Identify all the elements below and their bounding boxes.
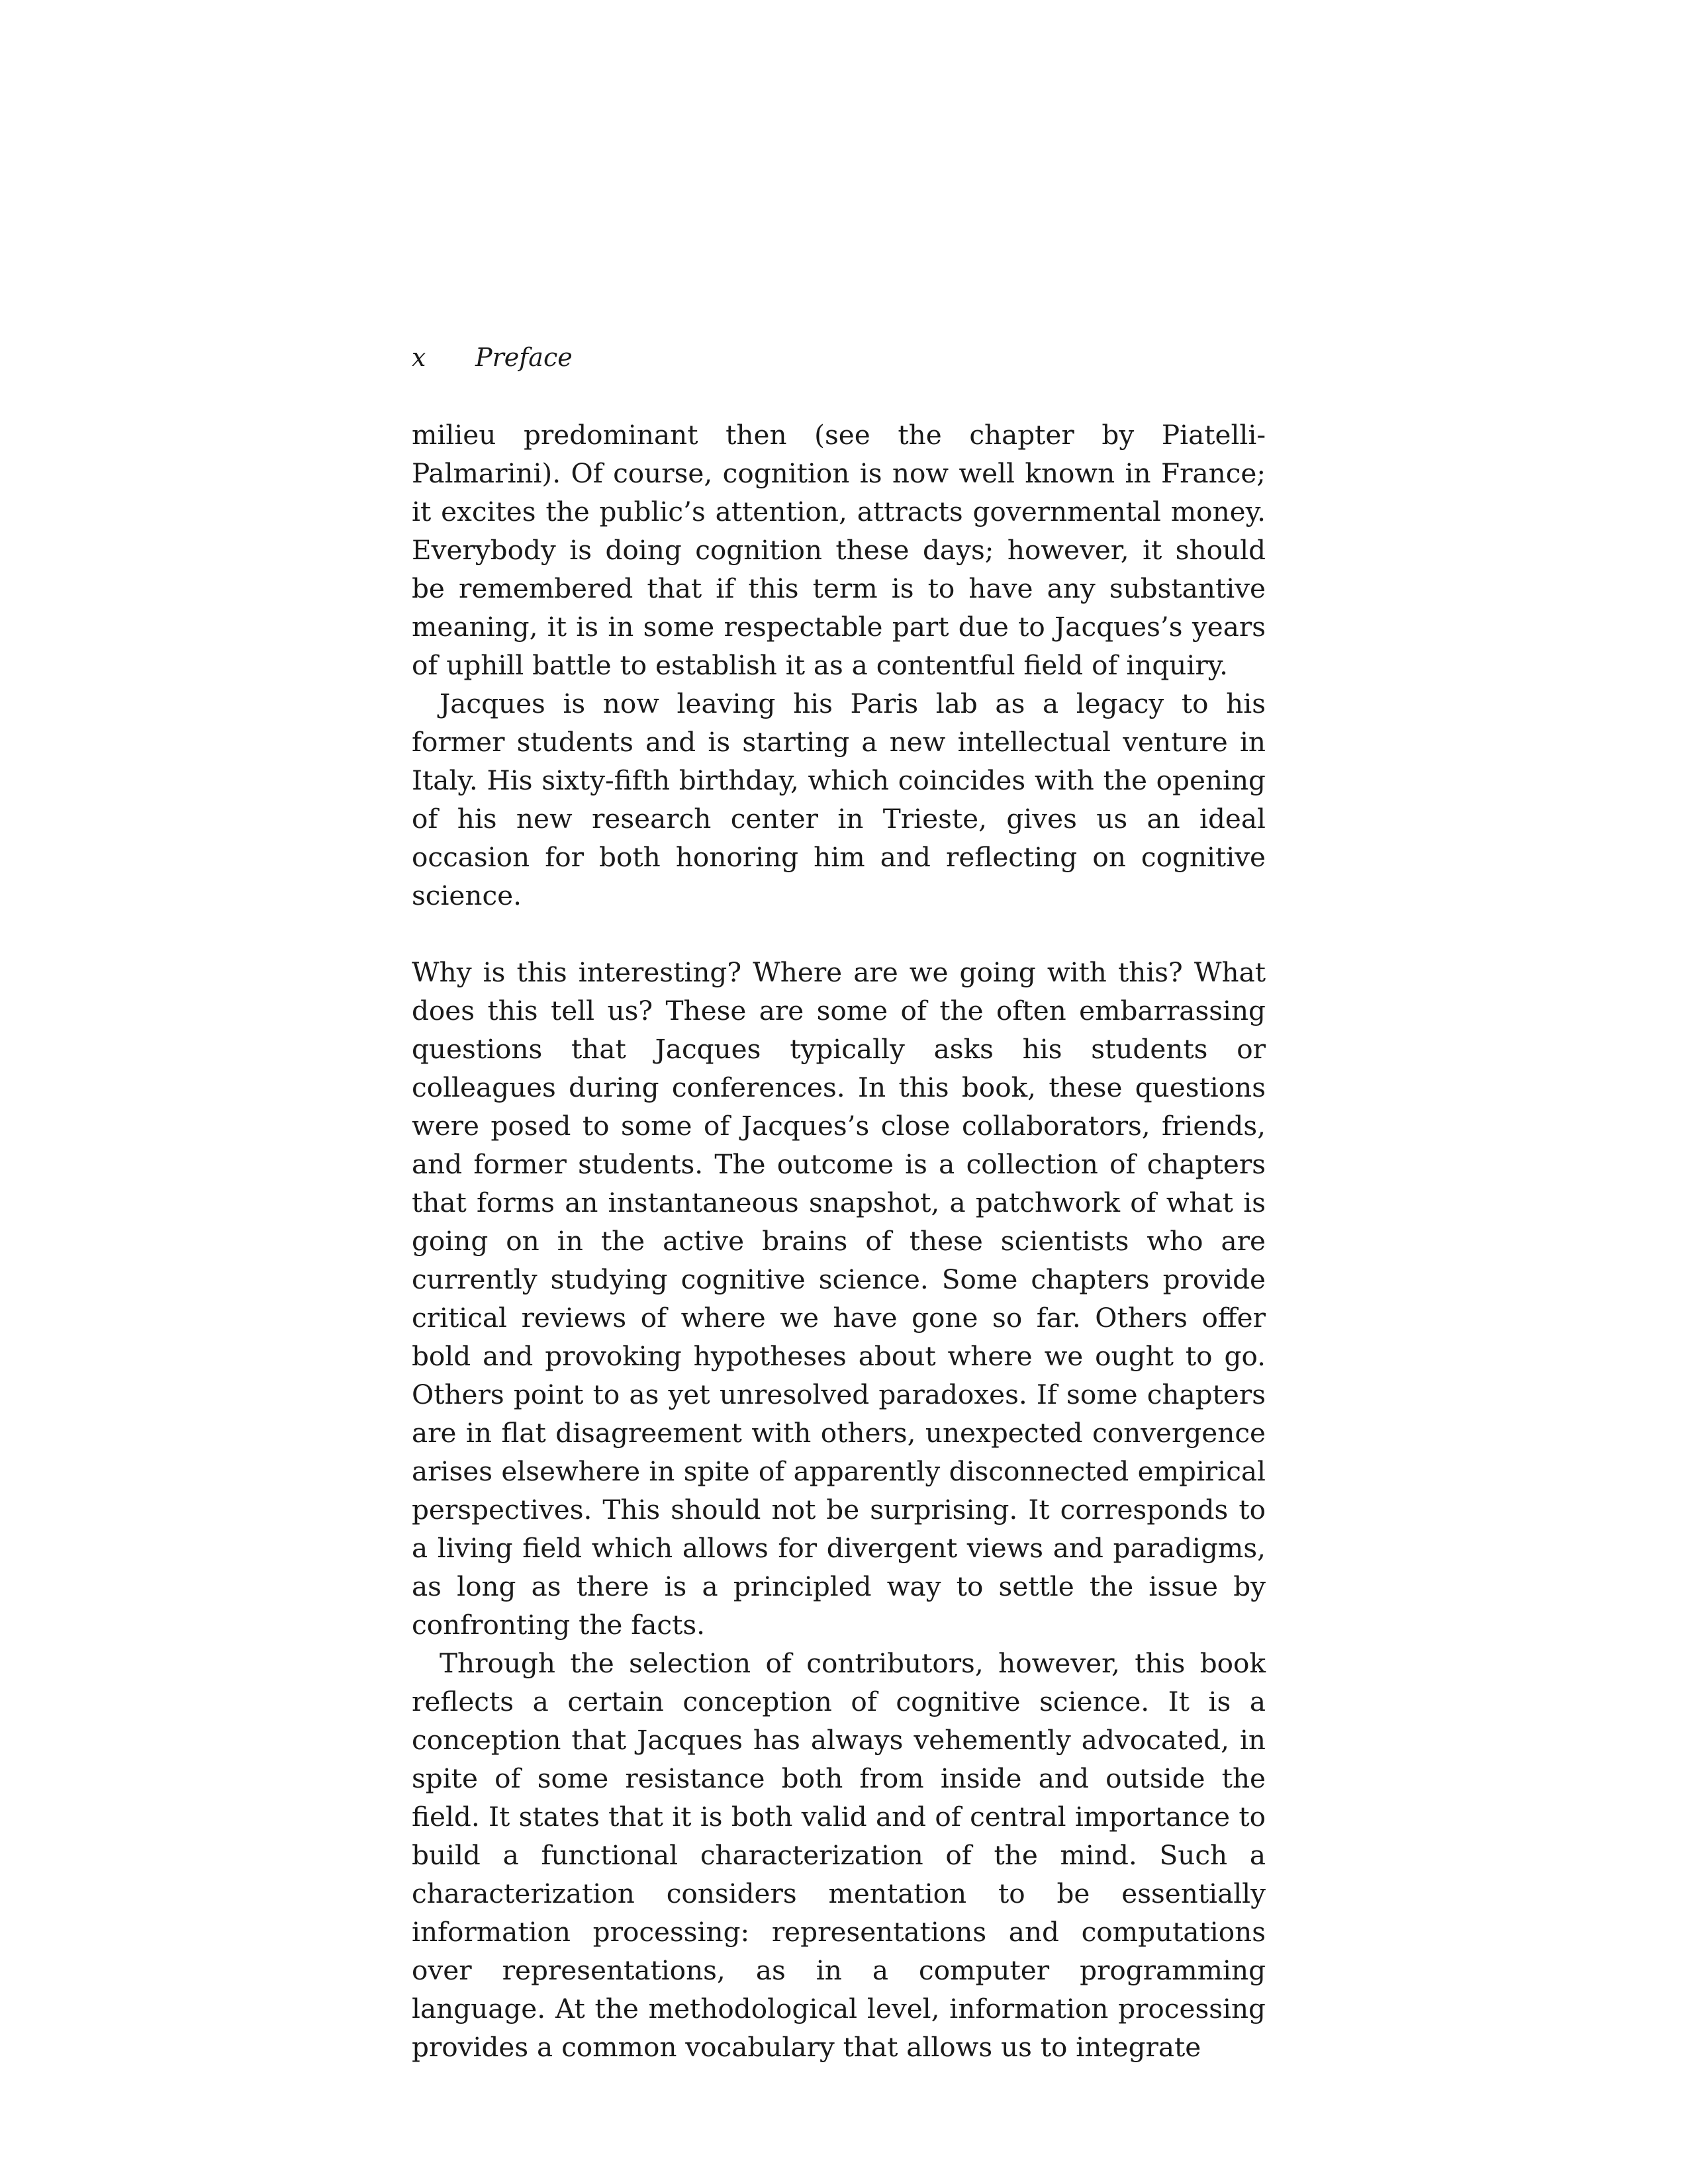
body-text (412, 416, 1266, 2066)
paragraph-2: Jacques is now leaving his Paris lab as a legacy to his former students and is starting a new intellectual venture in Italy. His sixty-fifth birthday, which coincides with the opening of his new research center in Trieste, gives us an ideal occasion for both honoring him and reflecting on cognitive science. (412, 688, 1266, 911)
section-break (412, 915, 1266, 953)
paragraph-1: milieu predominant then (see the chapter by Piatelli-Palmarini). Of course, cognition is now well known in France; it excites the public’s attention, attracts governmental money. Everybody is doing cognition these days; however, it should be remembered that if this term is to have any substantive meaning, it is in some respectable part due to Jacques’s years of uphill battle to establish it as a contentful field of inquiry. (412, 419, 1266, 681)
paragraph-3: Why is this interesting? Where are we going with this? What does this tell us? These are some of the often embarrassing questions that Jacques typically asks his students or colleagues during conferences. In this book, these questions were posed to some of Jacques’s close collaborators, friends, and former students. The outcome is a collection of chapters that forms an instantaneous snapshot, a patchwork of what is going on in the active brains of these scientists who are currently studying cognitive science. Some chapters provide critical reviews of where we have gone so far. Others offer bold and provoking hypotheses about where we ought to go. Others point to as yet unresolved paradoxes. If some chapters are in flat disagreement with others, unexpected convergence arises elsewhere in spite of apparently disconnected empirical perspectives. This should not be surprising. It corresponds to a living field which allows for divergent views and paradigms, as long as there is a principled way to settle the issue by confronting the facts. (412, 956, 1266, 1641)
page-number: x (412, 343, 426, 372)
running-head-title: Preface (475, 343, 573, 372)
paragraph-4: Through the selection of contributors, however, this book reflects a certain conception of cognitive science. It is a conception that Jacques has always vehemently advocated, in spite of some resistance both from inside and outside the field. It states that it is both valid and of central importance to build a functional characterization of the mind. Such a characterization considers mentation to be essentially information processing: representations and computations over representations, as in a computer programming language. At the methodological level, information processing provides a common vocabulary that allows us to integrate (412, 1647, 1266, 2063)
running-head (412, 338, 1266, 377)
